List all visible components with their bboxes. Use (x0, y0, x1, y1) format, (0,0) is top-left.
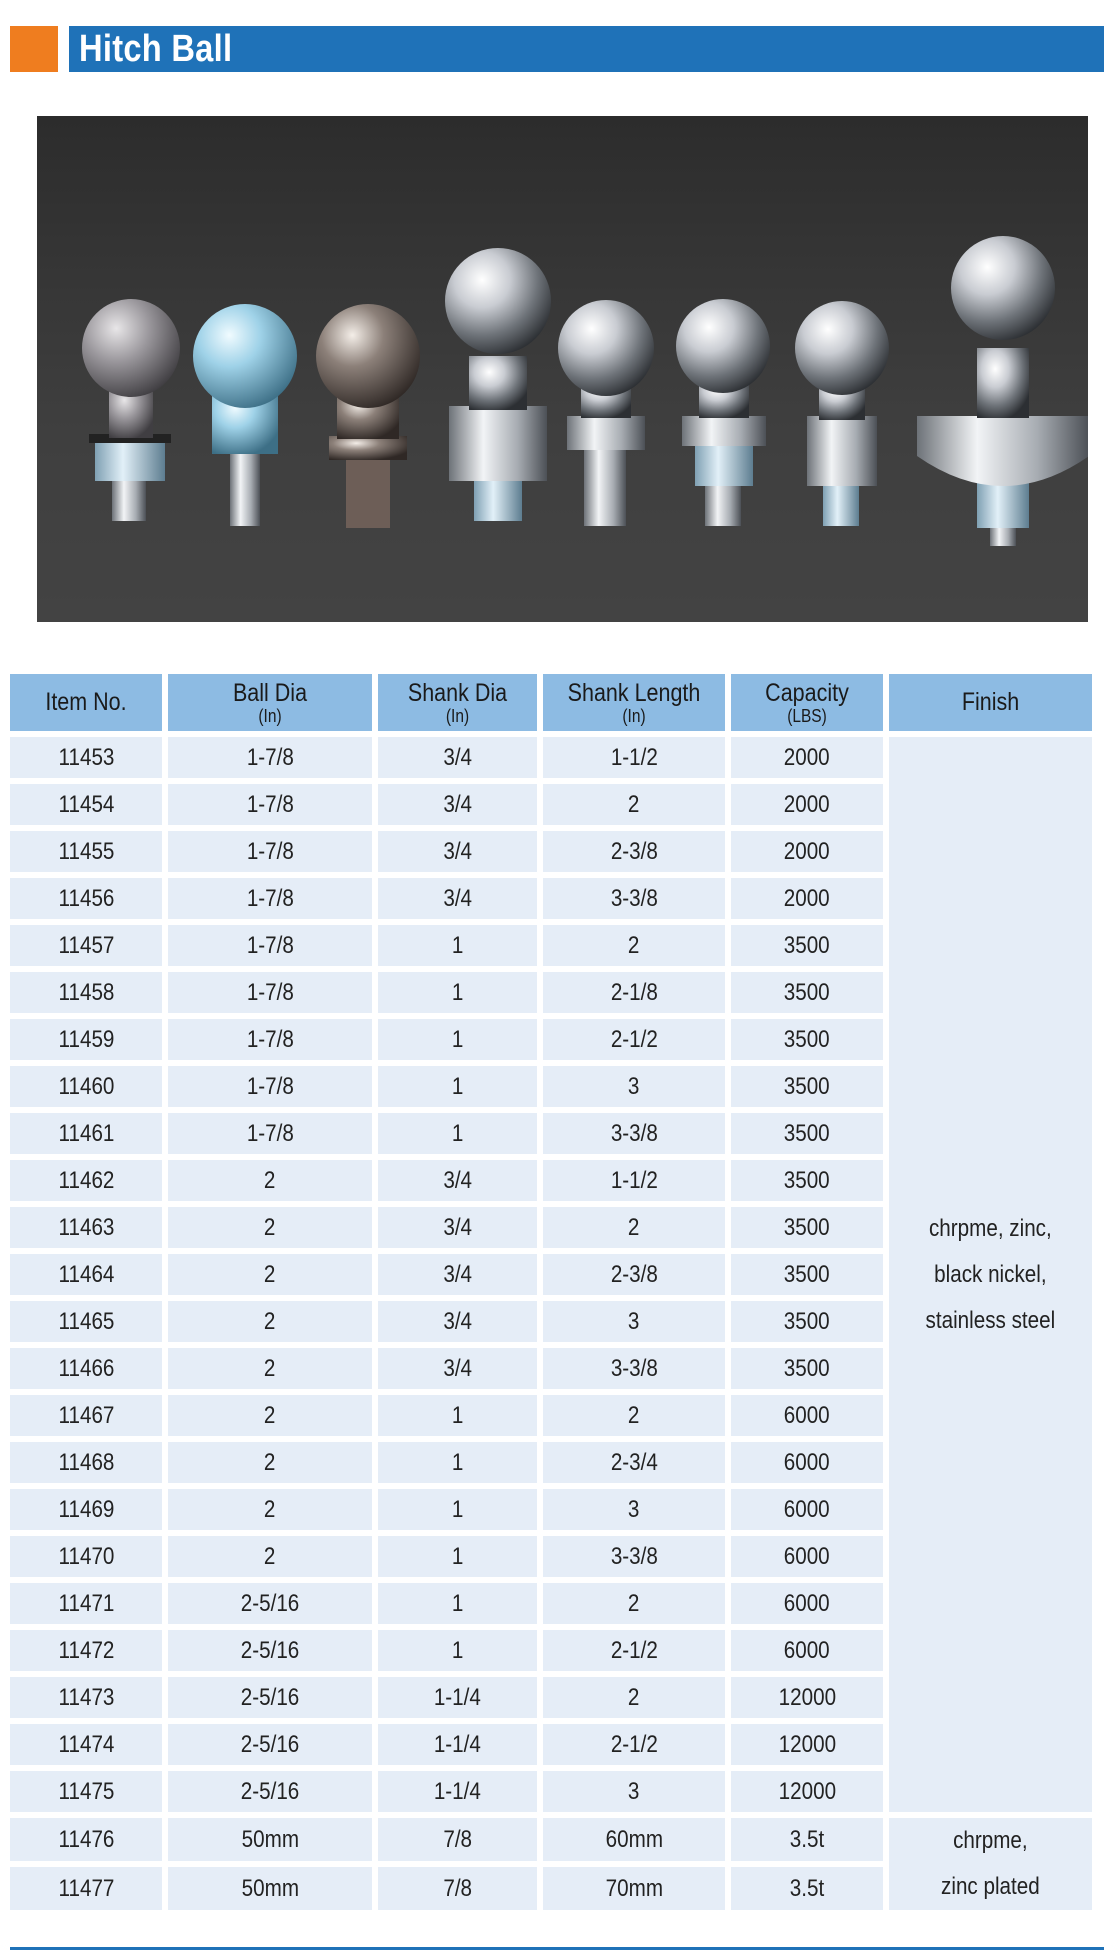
cell-item-no: 11468 (10, 1442, 162, 1483)
cell-capacity: 2000 (731, 737, 883, 778)
cell-shank-dia: 1-1/4 (378, 1724, 537, 1765)
cell-ball-dia: 1-7/8 (168, 784, 372, 825)
cell-item-no: 11459 (10, 1019, 162, 1060)
cell-finish (889, 1818, 1092, 1910)
cell-capacity: 6000 (731, 1536, 883, 1577)
cell-capacity: 3.5t (731, 1818, 883, 1861)
col-header-ball-dia: Ball Dia (In) (168, 674, 372, 731)
cell-item-no: 11471 (10, 1583, 162, 1624)
cell-shank-length: 3 (543, 1489, 725, 1530)
cell-shank-dia: 3/4 (378, 1348, 537, 1389)
cell-ball-dia: 1-7/8 (168, 1066, 372, 1107)
cell-item-no: 11453 (10, 737, 162, 778)
cell-shank-length: 3-3/8 (543, 1348, 725, 1389)
cell-shank-length: 2-1/2 (543, 1019, 725, 1060)
cell-item-no: 11465 (10, 1301, 162, 1342)
cell-shank-length: 2-1/8 (543, 972, 725, 1013)
cell-shank-length: 3-3/8 (543, 1536, 725, 1577)
header-bar (69, 26, 1104, 72)
cell-ball-dia: 2 (168, 1489, 372, 1530)
cell-ball-dia: 2 (168, 1207, 372, 1248)
cell-shank-dia: 1 (378, 1489, 537, 1530)
cell-capacity: 6000 (731, 1583, 883, 1624)
cell-item-no: 11474 (10, 1724, 162, 1765)
cell-shank-dia: 3/4 (378, 1207, 537, 1248)
cell-shank-dia: 3/4 (378, 831, 537, 872)
cell-shank-length: 3 (543, 1771, 725, 1812)
cell-item-no: 11473 (10, 1677, 162, 1718)
specs-table (4, 668, 1098, 1916)
header-accent-square (10, 26, 58, 72)
page-title: Hitch Ball (79, 28, 233, 70)
cell-capacity: 3500 (731, 972, 883, 1013)
cell-shank-dia: 3/4 (378, 1301, 537, 1342)
cell-shank-dia: 1-1/4 (378, 1677, 537, 1718)
finish-line: zinc plated (941, 1873, 1040, 1900)
cell-shank-length: 1-1/2 (543, 737, 725, 778)
cell-item-no: 11460 (10, 1066, 162, 1107)
cell-capacity: 2000 (731, 784, 883, 825)
cell-capacity: 6000 (731, 1442, 883, 1483)
cell-shank-length: 70mm (543, 1867, 725, 1910)
cell-shank-dia: 7/8 (378, 1867, 537, 1910)
cell-ball-dia: 2-5/16 (168, 1677, 372, 1718)
cell-shank-length: 2 (543, 1583, 725, 1624)
cell-shank-length: 3 (543, 1066, 725, 1107)
table-row (10, 737, 1092, 778)
cell-capacity: 3500 (731, 1301, 883, 1342)
cell-ball-dia: 2-5/16 (168, 1630, 372, 1671)
cell-item-no: 11462 (10, 1160, 162, 1201)
cell-capacity: 3500 (731, 1348, 883, 1389)
cell-shank-dia: 1 (378, 1630, 537, 1671)
cell-item-no: 11457 (10, 925, 162, 966)
cell-shank-dia: 1 (378, 972, 537, 1013)
col-header-shank-length: Shank Length (In) (543, 674, 725, 731)
cell-shank-dia: 1 (378, 1113, 537, 1154)
hitch-balls-photo (37, 116, 1088, 622)
cell-ball-dia: 50mm (168, 1818, 372, 1861)
cell-ball-dia: 1-7/8 (168, 972, 372, 1013)
cell-shank-dia: 1-1/4 (378, 1771, 537, 1812)
cell-capacity: 6000 (731, 1489, 883, 1530)
cell-item-no: 11456 (10, 878, 162, 919)
cell-shank-length: 2-1/2 (543, 1630, 725, 1671)
cell-shank-dia: 3/4 (378, 1160, 537, 1201)
cell-shank-length: 2-3/8 (543, 1254, 725, 1295)
cell-item-no: 11463 (10, 1207, 162, 1248)
cell-ball-dia: 1-7/8 (168, 1113, 372, 1154)
cell-shank-length: 2 (543, 1395, 725, 1436)
cell-capacity: 3.5t (731, 1867, 883, 1910)
cell-ball-dia: 1-7/8 (168, 925, 372, 966)
cell-ball-dia: 1-7/8 (168, 1019, 372, 1060)
cell-item-no: 11454 (10, 784, 162, 825)
finish-line: black nickel, (934, 1260, 1047, 1288)
cell-ball-dia: 1-7/8 (168, 831, 372, 872)
cell-capacity: 3500 (731, 1113, 883, 1154)
cell-item-no: 11455 (10, 831, 162, 872)
cell-ball-dia: 2 (168, 1348, 372, 1389)
cell-capacity: 3500 (731, 1066, 883, 1107)
cell-shank-length: 1-1/2 (543, 1160, 725, 1201)
cell-ball-dia: 2 (168, 1536, 372, 1577)
cell-ball-dia: 50mm (168, 1867, 372, 1910)
cell-ball-dia: 2 (168, 1254, 372, 1295)
cell-shank-dia: 1 (378, 1395, 537, 1436)
cell-ball-dia: 2-5/16 (168, 1583, 372, 1624)
table-row (10, 1818, 1092, 1861)
cell-capacity: 3500 (731, 1019, 883, 1060)
cell-capacity: 3500 (731, 1207, 883, 1248)
cell-ball-dia: 1-7/8 (168, 878, 372, 919)
cell-shank-length: 2-3/4 (543, 1442, 725, 1483)
finish-line: stainless steel (925, 1306, 1056, 1334)
col-header-finish: Finish (889, 674, 1092, 731)
cell-shank-dia: 3/4 (378, 878, 537, 919)
cell-shank-dia: 3/4 (378, 737, 537, 778)
col-header-item-no: Item No. (10, 674, 162, 731)
cell-shank-length: 2 (543, 1677, 725, 1718)
cell-item-no: 11470 (10, 1536, 162, 1577)
cell-shank-dia: 7/8 (378, 1818, 537, 1861)
cell-shank-length: 2-3/8 (543, 831, 725, 872)
cell-finish (889, 737, 1092, 1812)
cell-capacity: 6000 (731, 1395, 883, 1436)
cell-capacity: 3500 (731, 1254, 883, 1295)
cell-shank-dia: 1 (378, 1536, 537, 1577)
cell-ball-dia: 2-5/16 (168, 1724, 372, 1765)
cell-capacity: 12000 (731, 1677, 883, 1718)
cell-shank-dia: 1 (378, 1442, 537, 1483)
cell-shank-length: 3-3/8 (543, 878, 725, 919)
cell-capacity: 3500 (731, 1160, 883, 1201)
cell-item-no: 11476 (10, 1818, 162, 1861)
cell-item-no: 11467 (10, 1395, 162, 1436)
cell-shank-length: 60mm (543, 1818, 725, 1861)
cell-ball-dia: 2 (168, 1395, 372, 1436)
cell-shank-dia: 1 (378, 1583, 537, 1624)
cell-item-no: 11461 (10, 1113, 162, 1154)
cell-capacity: 12000 (731, 1771, 883, 1812)
cell-item-no: 11475 (10, 1771, 162, 1812)
cell-ball-dia: 2-5/16 (168, 1771, 372, 1812)
cell-shank-length: 3-3/8 (543, 1113, 725, 1154)
cell-item-no: 11466 (10, 1348, 162, 1389)
col-header-capacity: Capacity (LBS) (731, 674, 883, 731)
cell-shank-length: 2 (543, 1207, 725, 1248)
cell-capacity: 2000 (731, 878, 883, 919)
cell-capacity: 3500 (731, 925, 883, 966)
cell-shank-dia: 3/4 (378, 1254, 537, 1295)
cell-shank-length: 2-1/2 (543, 1724, 725, 1765)
table-header-row (10, 674, 1092, 731)
cell-ball-dia: 2 (168, 1160, 372, 1201)
cell-ball-dia: 2 (168, 1442, 372, 1483)
cell-capacity: 12000 (731, 1724, 883, 1765)
cell-item-no: 11458 (10, 972, 162, 1013)
cell-item-no: 11464 (10, 1254, 162, 1295)
cell-shank-dia: 3/4 (378, 784, 537, 825)
cell-item-no: 11472 (10, 1630, 162, 1671)
finish-line: chrpme, zinc, (929, 1214, 1052, 1242)
cell-capacity: 6000 (731, 1630, 883, 1671)
cell-ball-dia: 2 (168, 1301, 372, 1342)
cell-shank-length: 3 (543, 1301, 725, 1342)
cell-shank-dia: 1 (378, 1019, 537, 1060)
cell-item-no: 11469 (10, 1489, 162, 1530)
cell-shank-length: 2 (543, 784, 725, 825)
cell-ball-dia: 1-7/8 (168, 737, 372, 778)
col-header-shank-dia: Shank Dia (In) (378, 674, 537, 731)
cell-shank-dia: 1 (378, 1066, 537, 1107)
cell-shank-length: 2 (543, 925, 725, 966)
cell-capacity: 2000 (731, 831, 883, 872)
bottom-rule (10, 1947, 1104, 1950)
finish-line: chrpme, (953, 1827, 1028, 1854)
cell-item-no: 11477 (10, 1867, 162, 1910)
cell-shank-dia: 1 (378, 925, 537, 966)
